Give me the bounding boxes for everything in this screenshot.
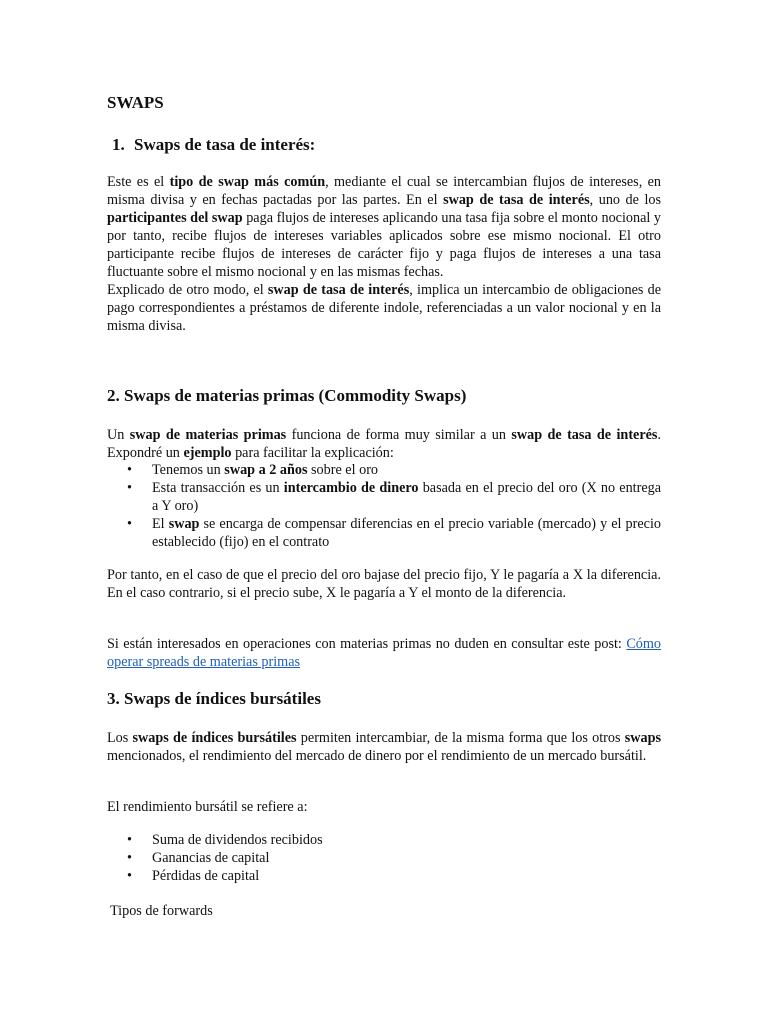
section-1-number: 1.	[112, 135, 125, 154]
text-run: Tenemos un	[152, 462, 225, 478]
section-1-paragraph-2	[107, 281, 661, 335]
text-run: Suma de dividendos recibidos	[152, 832, 323, 848]
text-run: , implica un intercambio de obligaciones de pago correspondientes a préstamos de diferente indole, referenciadas a un valor nocional y en la misma divisa.	[107, 282, 662, 334]
bold-run: swap de materias primas	[129, 427, 287, 443]
bold-run: swap de tasa de interés	[511, 427, 658, 443]
text-run: basada en el precio del oro (X no entrega a Y oro)	[152, 480, 662, 514]
text-run: . Expondré un	[107, 427, 662, 461]
text-run: Pérdidas de capital	[152, 868, 260, 884]
text-run: Ganancias de capital	[152, 850, 270, 866]
section-3-paragraph	[107, 729, 661, 765]
text-run: sobre el oro	[307, 462, 379, 478]
list-item	[127, 479, 661, 515]
list-item	[127, 867, 661, 885]
bold-run: swap a 2 años	[224, 462, 308, 478]
text-run: , mediante el cual se intercambian flujos de intereses, en misma divisa y en fechas pactadas por las partes. En el	[107, 174, 662, 208]
section-2-bullet-list	[127, 461, 661, 551]
text-run: Esta transacción es un	[152, 480, 284, 496]
section-2-post-paragraph	[107, 635, 661, 671]
text-run: , uno de los	[589, 192, 661, 208]
bold-run: participantes del swap	[107, 210, 243, 226]
bullet-icon: •	[127, 832, 132, 848]
bold-run: ejemplo	[183, 445, 232, 461]
section-2-paragraph: Por tanto, en el caso de que el precio del oro bajase del precio fijo, Y le pagaría a X la diferencia. En el caso contrario, si el precio sube, X le pagaría a Y el monto de la diferencia.	[107, 567, 661, 601]
bold-run: swaps de índices bursátiles	[132, 730, 297, 746]
section-2-intro	[107, 426, 661, 462]
list-item	[127, 461, 661, 479]
text-run: Si están interesados en operaciones con materias primas no duden en consultar este post:	[107, 636, 627, 652]
document-title: SWAPS	[107, 93, 164, 112]
list-item	[127, 831, 661, 849]
text-run: Este es el	[107, 174, 170, 190]
bullet-icon: •	[127, 850, 132, 866]
section-1-title: Swaps de tasa de interés:	[134, 135, 316, 154]
list-item	[127, 515, 661, 551]
section-3-heading: 3. Swaps de índices bursátiles	[107, 689, 321, 708]
materias-primas-link[interactable]: Cómo operar spreads de materias primas	[107, 636, 661, 670]
text-run: se encarga de compensar diferencias en el precio variable (mercado) y el precio establecido (fijo) en el contrato	[152, 516, 661, 550]
section-3-lead-in: El rendimiento bursátil se refiere a:	[107, 799, 308, 815]
bold-run: swap de tasa de interés	[443, 192, 590, 208]
bold-run: swap de tasa de interés	[267, 282, 410, 298]
bold-run: intercambio de dinero	[283, 480, 419, 496]
bullet-icon: •	[127, 462, 132, 478]
text-run: para facilitar la explicación:	[231, 445, 394, 461]
section-2-heading: 2. Swaps de materias primas (Commodity Swaps)	[107, 386, 467, 405]
text-run: Un	[107, 427, 130, 443]
bold-run: swap	[168, 516, 200, 532]
trailing-line: Tipos de forwards	[110, 903, 213, 919]
bold-run: tipo de swap más común	[169, 174, 326, 190]
text-run: Los	[107, 730, 133, 746]
bullet-icon: •	[127, 868, 132, 884]
section-3-bullet-list	[127, 831, 661, 885]
section-1-heading	[112, 135, 315, 155]
text-run: paga flujos de intereses aplicando una tasa fija sobre el monto nocional y por tanto, recibe flujos de intereses variables aplicados sobre ese mismo nocional. El otro participante recibe flujos de intereses de carácter fijo y paga flujos de intereses a una tasa fluctuante sobre el mismo nocional y en las mismas fechas.	[107, 210, 661, 280]
bullet-icon: •	[127, 516, 132, 532]
section-1-paragraph-1	[107, 173, 661, 281]
text-run: El	[152, 516, 169, 532]
text-run: mencionados, el rendimiento del mercado de dinero por el rendimiento de un mercado bursátil.	[107, 748, 647, 764]
list-item	[127, 849, 661, 867]
text-run: funciona de forma muy similar a un	[286, 427, 512, 443]
bold-run: swaps	[624, 730, 662, 746]
text-run: Explicado de otro modo, el	[107, 282, 268, 298]
bullet-icon: •	[127, 480, 132, 496]
text-run: permiten intercambiar, de la misma forma que los otros	[296, 730, 625, 746]
